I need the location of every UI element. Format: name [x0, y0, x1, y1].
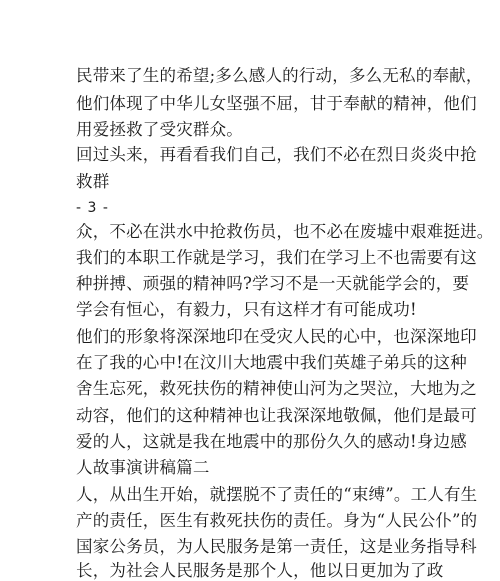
text-line: 国家公务员，为人民服务是第一责任，这是业务指导科 — [76, 537, 477, 556]
section-heading: 人故事演讲稿篇二 — [76, 458, 210, 477]
text-line: 在了我的心中!在汶川大地震中我们英雄子弟兵的这种 — [76, 353, 467, 372]
text-line: 人，从出生开始，就摆脱不了责任的“束缚”。工人有生 — [76, 485, 478, 504]
text-line: 种拼搏、顽强的精神吗?学习不是一天就能学会的，要 — [76, 274, 470, 293]
text-line: 他们体现了中华儿女坚强不屈，甘于奉献的精神，他们 — [76, 94, 477, 113]
page-number: - 3 - — [76, 200, 109, 216]
text-line: 民带来了生的希望;多么感人的行动，多么无私的奉献， — [76, 66, 483, 85]
text-line: 动容，他们的这种精神也让我深深地敬佩，他们是最可 — [76, 406, 477, 425]
text-line: 他们的形象将深深地印在受灾人民的心中，也深深地印 — [76, 327, 477, 346]
text-line: 救群 — [76, 172, 110, 191]
text-line: 我们的本职工作就是学习，我们在学习上不也需要有这 — [76, 248, 477, 267]
text-line: 产的责任，医生有救死扶伤的责任。身为“人民公仆”的 — [76, 511, 478, 530]
text-line: 舍生忘死，救死扶伤的精神使山河为之哭泣，大地为之 — [76, 379, 477, 398]
text-line: 众，不必在洪水中抢救伤员，也不必在废墟中艰难挺进。 — [76, 222, 494, 241]
text-line: 学会有恒心，有毅力，只有这样才有可能成功! — [76, 300, 417, 319]
text-line: 用爱拯救了受灾群众。 — [76, 120, 243, 139]
text-line: 长，为社会人民服务是那个人，他以日更加为了政 — [76, 561, 444, 580]
text-line: 回过头来，再看看我们自己，我们不必在烈日炎炎中抢 — [76, 145, 477, 164]
text-line: 爱的人，这就是我在地震中的那份久久的感动!身边感 — [76, 432, 467, 451]
